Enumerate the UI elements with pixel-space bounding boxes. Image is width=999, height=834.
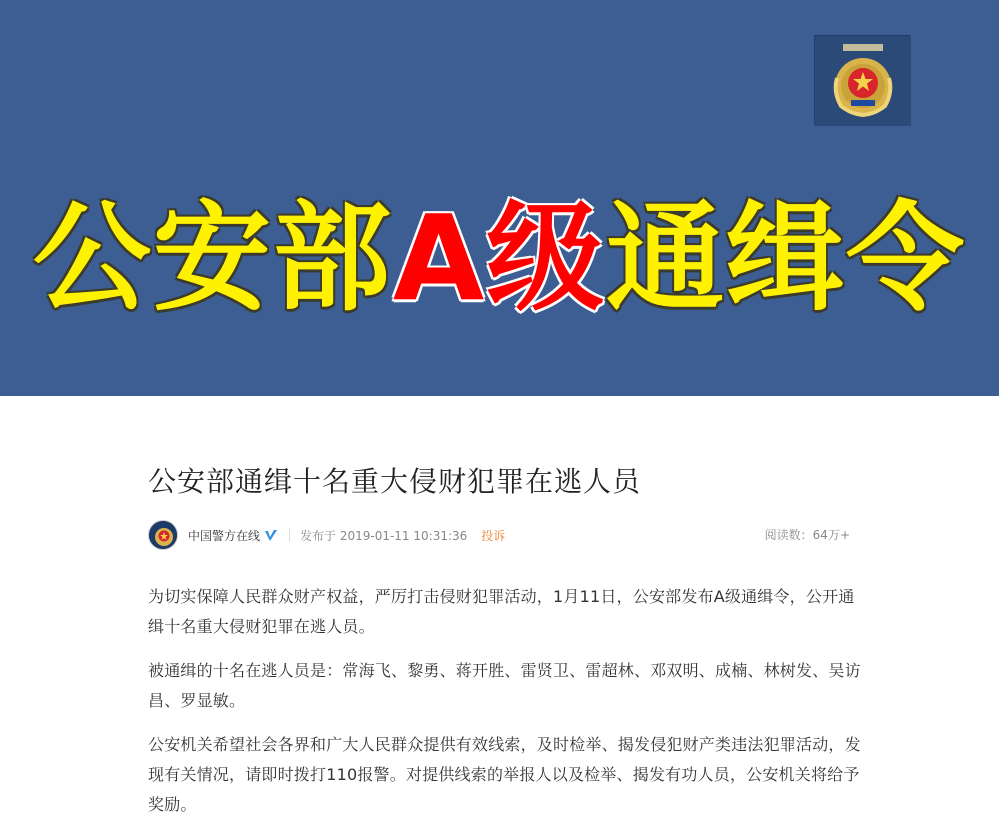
article-body: [148, 582, 868, 820]
headline-ministry: 公安部: [32, 189, 393, 327]
article-title: 公安部通缉十名重大侵财犯罪在逃人员: [148, 465, 642, 498]
banner-image: [0, 0, 999, 396]
banner-headline: [0, 178, 999, 338]
article-paragraph: 被通缉的十名在逃人员是：常海飞、黎勇、蒋开胜、雷贤卫、雷超林、邓双明、成楠、林树发、吴访昌、罗显敏。: [148, 661, 861, 710]
article-meta: [148, 518, 868, 552]
police-emblem-icon: [814, 35, 910, 125]
verified-v-icon: [264, 529, 277, 542]
read-count: 阅读数：64万+: [764, 528, 850, 542]
article-paragraph: 为切实保障人民群众财产权益，严厉打击侵财犯罪活动，1月11日，公安部发布A级通缉令，公开通缉十名重大侵财犯罪在逃人员。: [148, 587, 855, 636]
headline-grade: A级: [392, 189, 607, 327]
publish-time: 发布于 2019-01-11 10:31:36: [300, 528, 468, 543]
author-name[interactable]: 中国警方在线: [188, 528, 261, 543]
author-avatar[interactable]: [148, 520, 178, 550]
article: [148, 462, 868, 834]
complain-link[interactable]: 投诉: [481, 528, 506, 543]
meta-divider: [289, 528, 290, 542]
article-paragraph: 公安机关希望社会各界和广大人民群众提供有效线索，及时检举、揭发侵犯财产类违法犯罪活动，发现有关情况，请即时拨打110报警。对提供线索的举报人以及检举、揭发有功人员，公安机关将给予奖励。: [148, 735, 861, 814]
headline-warrant: 通缉令: [606, 189, 967, 327]
police-emblem-icon: [149, 521, 178, 550]
